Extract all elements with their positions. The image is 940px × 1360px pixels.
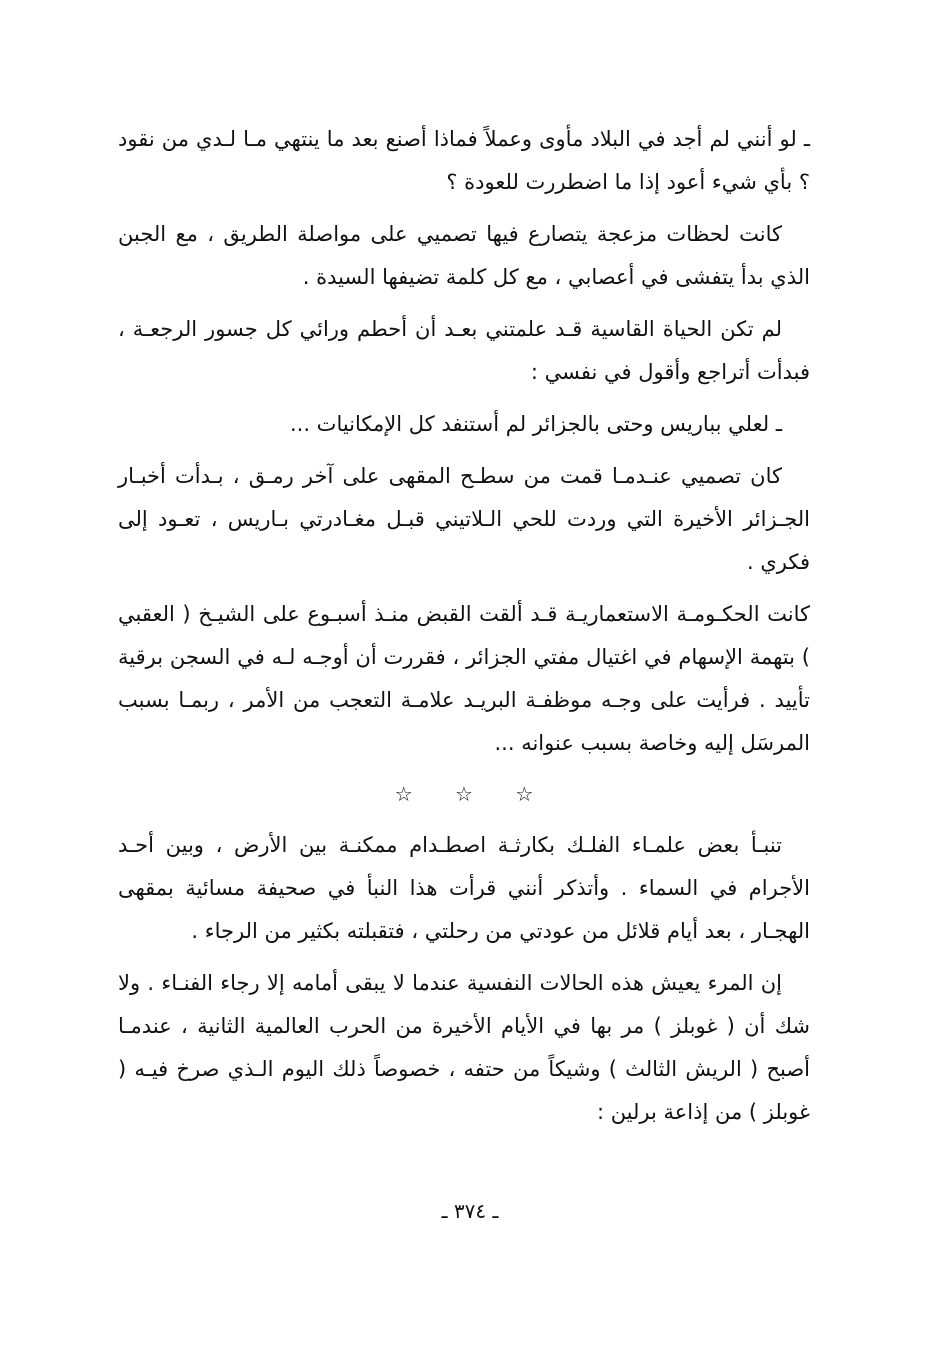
section-separator	[118, 774, 810, 814]
book-page-text	[118, 118, 810, 1143]
body-paragraph-8: إن المرء يعيش هذه الحالات النفسية عندما لا يبقى أمامه إلا رجاء الفنـاء . ولا شك أن ( غوبلز ) مر بها في الأيام الأخيرة من الحرب العالمية الثانية ، عندمـا أصبح ( الريش الثالث ) وشيكاً من حتفه ، خصوصاً ذلك اليوم الـذي صرخ فيـه ( غوبلز ) من إذاعة برلين :	[118, 971, 810, 1124]
body-paragraph-7: تنبـأ بعض علمـاء الفلـك بكارثـة اصطـدام ممكنـة بين الأرض ، وبين أحـد الأجرام في السماء . وأتذكر أنني قرأت هذا النبأ في صحيفة مسائية بمقهى الهجـار ، بعد أيام قلائل من عودتي من رحلتي ، فتقبلته بكثير من الرجاء .	[118, 833, 810, 943]
star-icon: ☆	[394, 782, 413, 806]
page-number: ـ ٣٧٤ ـ	[441, 1199, 499, 1223]
body-paragraph-2: كانت لحظات مزعجة يتصارع فيها تصميي على مواصلة الطريق ، مع الجبن الذي بدأ يتفشى في أعصابي ، مع كل كلمة تضيفها السيدة .	[118, 222, 810, 289]
star-icon: ☆	[455, 782, 473, 806]
body-paragraph-3: لم تكن الحياة القاسية قـد علمتني بعـد أن أحطم ورائي كل جسور الرجعـة ، فبدأت أتراجع وأقول في نفسي :	[118, 317, 810, 384]
body-paragraph-5: كان تصميي عنـدمـا قمت من سطـح المقهى على آخر رمـق ، بـدأت أخبـار الجـزائر الأخيرة التي وردت للحي الـلاتيني قبـل مغـادرتي بـاريس ، تعـود إلى فكري .	[118, 464, 810, 574]
star-icon: ☆	[515, 782, 534, 806]
dialogue-paragraph-4: ـ لعلي بباريس وحتى بالجزائر لم أستنفد كل الإمكانيات ...	[289, 412, 782, 436]
dialogue-paragraph-1: ـ لو أنني لم أجد في البلاد مأوى وعملاً فماذا أصنع بعد ما ينتهي مـا لـدي من نقود ؟ بأي شيء أعود إذا ما اضطررت للعودة ؟	[118, 127, 810, 194]
body-paragraph-6: كانت الحكـومـة الاستعماريـة قـد ألقت القبض منـذ أسبـوع على الشيـخ ( العقبي ) بتهمة الإسهام في اغتيال مفتي الجزائر ، فقررت أن أوجـه لـه في السجن برقية تأييد . فرأيت على وجـه موظفـة البريـد علامـة التعجب من الأمر ، ربمـا بسبب المرسَل إليه وخاصة بسبب عنوانه ...	[118, 602, 810, 755]
